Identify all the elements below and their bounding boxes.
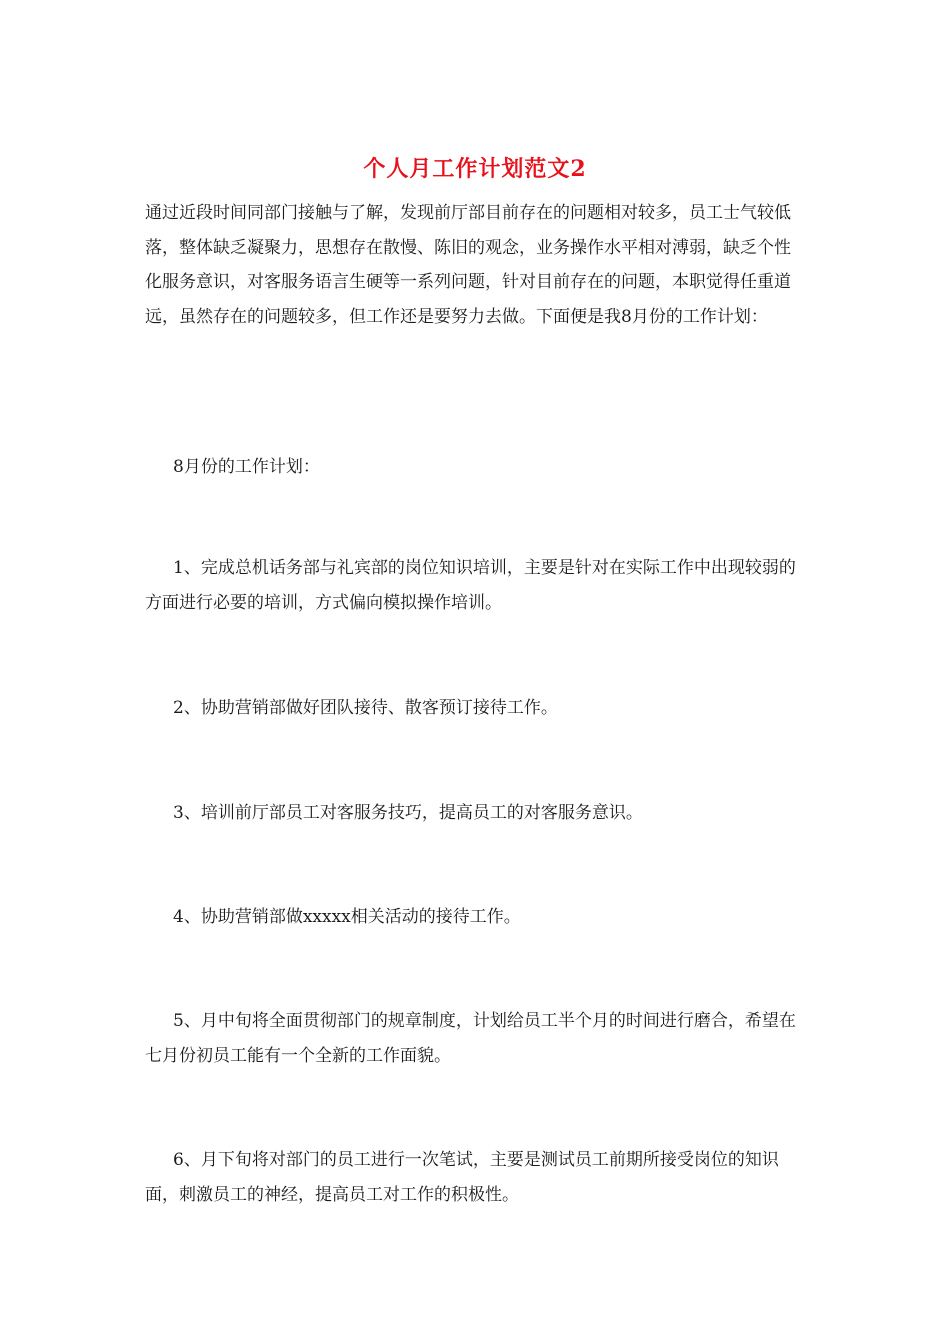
plan-item-4: 4、协助营销部做xxxxx相关活动的接待工作。 [173,907,521,927]
plan-subheading: 8月份的工作计划： [173,457,320,477]
plan-item-6: 6、月下旬将对部门的员工进行一次笔试，主要是测试员工前期所接受岗位的知识面，刺激员工的神经，提高员工对工作的积极性。 [145,1150,779,1205]
plan-item-2: 2、协助营销部做好团队接待、散客预订接待工作。 [173,698,558,718]
plan-item-3: 3、培训前厅部员工对客服务技巧，提高员工的对客服务意识。 [173,803,643,823]
intro-paragraph: 通过近段时间同部门接触与了解，发现前厅部目前存在的问题相对较多，员工士气较低落，整体缺乏凝聚力，思想存在散慢、陈旧的观念，业务操作水平相对溥弱，缺乏个性化服务意识，对客服务语言生硬等一系列问题，针对目前存在的问题，本职觉得任重道远，虽然存在的问题较多，但工作还是要努力去做。下面便是我8月份的工作计划： [145,203,791,327]
plan-item-5: 5、月中旬将全面贯彻部门的规章制度，计划给员工半个月的时间进行磨合，希望在七月份初员工能有一个全新的工作面貌。 [145,1011,796,1066]
plan-item-1: 1、完成总机话务部与礼宾部的岗位知识培训，主要是针对在实际工作中出现较弱的方面进行必要的培训，方式偏向模拟操作培训。 [145,558,796,613]
document-title: 个人月工作计划范文2 [363,156,587,182]
